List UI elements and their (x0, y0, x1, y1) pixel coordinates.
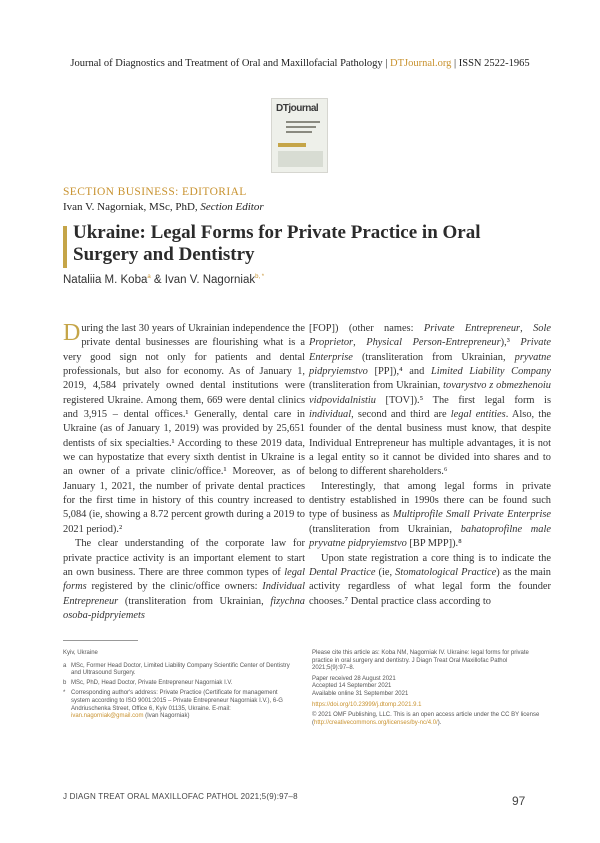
cover-line (286, 121, 320, 123)
footnotes (63, 650, 298, 723)
footnote-mark: * (63, 690, 66, 697)
author-separator: & (150, 274, 165, 286)
drop-cap: D (63, 320, 81, 346)
footnote-mark: a (63, 662, 67, 669)
emphasis: Private Entrepreneur (423, 323, 521, 334)
emphasis: tovarystvo z obmezhenoiu vidpovidalnistiu (309, 380, 551, 406)
emphasis: Sole Proprietor (309, 323, 551, 349)
emphasis: Stomatological Practice (395, 566, 497, 578)
emphasis: legal forms (63, 566, 305, 593)
editor-name: Ivan V. Nagorniak, MSc, PhD, (63, 201, 201, 213)
emphasis: Private Enterprise (309, 337, 551, 363)
author-list (63, 274, 264, 286)
emphasis: pryvatne pidpryiemstvo (309, 351, 551, 378)
license-text: © 2021 OMF Publishing, LLC. This is an open access article under the CC BY license ( (312, 712, 540, 726)
accepted-date: Accepted 14 September 2021 (312, 683, 392, 690)
doi-link[interactable]: https://doi.org/10.23999/j.dtomp.2021.9.1 (312, 701, 422, 708)
text-run: ) as the main activity regardless of what legal form the founder chooses.⁷ Dental practice class according to (309, 566, 551, 607)
body-column-left (63, 322, 305, 623)
emphasis: bahatoprofilne male pryvatne pidpryiemstvo (309, 523, 551, 550)
section-label: SECTION BUSINESS: EDITORIAL (63, 186, 247, 198)
emphasis: Physical Person-Entrepreneur (366, 337, 501, 349)
affiliation-mark: b, * (255, 274, 265, 281)
author-name: Nataliia M. Koba (63, 274, 148, 286)
text-run: ),³ (500, 337, 521, 349)
text-run: registered by the clinic/office owners: (86, 581, 263, 593)
body-column-right (309, 322, 551, 609)
article-title: Ukraine: Legal Forms for Private Practice in Oral Surgery and Dentistry (73, 222, 481, 265)
paragraph (309, 480, 551, 552)
footnote-text: Corresponding author's address: Private Practice (Certificate for management system according to ISO 9001:2015 – Private Entrepreneur Nagorniak I.V.), 6-G Andriuschenka Street, Office 6, Kyiv 01135, Ukraine. E-mail: (71, 690, 283, 712)
footnote-divider (63, 640, 138, 641)
cover-line (286, 126, 316, 128)
emphasis: Individual Entrepreneur (63, 581, 305, 607)
emphasis: legal entities (450, 409, 506, 421)
text-run: [FOP]) (other names: (309, 323, 424, 334)
emphasis: Multiprofile Small Private Enterprise (392, 509, 551, 521)
received-date: Paper received 28 August 2021 (312, 675, 396, 682)
affiliation-city: Kyiv, Ukraine (63, 650, 98, 656)
title-accent-bar (63, 226, 67, 268)
section-editor (63, 201, 264, 213)
license-link[interactable]: http://creativecommons.org/licenses/by-nc/4.0/ (314, 719, 438, 726)
text-run: Interestingly, that among legal forms in private dentistry established in 1990s there can be found such type of business as (309, 480, 551, 521)
text-run: , (520, 323, 534, 334)
author-name: Ivan V. Nagorniak (164, 274, 256, 286)
journal-site-link[interactable]: DTJournal.org (390, 58, 452, 69)
footnote-text: MSc, PhD, Head Doctor, Private Entrepreneur Nagorniak I.V. (71, 680, 233, 687)
license-text: ). (437, 719, 442, 726)
emphasis: Dental Practice (309, 566, 376, 578)
emphasis: individual (309, 409, 352, 421)
footnote-corresponding (63, 690, 298, 720)
text-run: [TOV]).⁵ The first legal form is (375, 394, 551, 406)
journal-header: Journal of Diagnostics and Treatment of Oral and Maxillofacial Pathology | DTJournal.org | ISSN 2522-1965 (70, 58, 530, 69)
footnote-a (63, 663, 298, 678)
emphasis: Limited Liability Company (430, 366, 551, 378)
text-run: The clear understanding of the corporate law for private practice activity is an important element to start an own business. There are three common types of (63, 538, 305, 578)
text-run: Upon state registration a core thing is to indicate the (321, 552, 551, 564)
text-run: (transliteration from Ukrainian, (352, 351, 515, 363)
text-run: [PP]),⁴ and (367, 366, 431, 378)
footnote-mark: b (63, 680, 67, 687)
cover-image (278, 151, 323, 167)
issn: ISSN 2522-1965 (458, 58, 530, 69)
text-run: (transliteration from Ukrainian, (309, 523, 461, 535)
footnote-text: (Ivan Nagorniak) (143, 713, 190, 720)
paragraph (63, 322, 305, 537)
text-run: , (353, 337, 367, 349)
paragraph (63, 537, 305, 623)
email-link[interactable]: ivan.nagorniak@gmail.com (71, 713, 144, 720)
footer-citation: J DIAGN TREAT ORAL MAXILLOFAC PATHOL 2021;5(9):97–8 (63, 792, 298, 801)
cite-as: Please cite this article as: Koba NM, Nagorniak IV. Ukraine: legal forms for private practice in oral surgery and dentistry. J Diagn Treat Oral Maxillofac Pathol 2021;5(9):97–8. (312, 650, 529, 672)
journal-cover-thumbnail (271, 98, 328, 173)
text-run: [BP MPP]).⁸ (406, 538, 462, 550)
cover-accent-bar (278, 143, 306, 147)
cover-logo: DTjournal (276, 103, 319, 114)
license (312, 712, 540, 727)
online-date: Available online 31 September 2021 (312, 690, 409, 697)
journal-name: Journal of Diagnostics and Treatment of Oral and Maxillofacial Pathology (70, 58, 383, 69)
footnote-b (63, 680, 298, 688)
text-run: , second and third are (351, 409, 451, 421)
paragraph-text: uring the last 30 years of Ukrainian independence the private dental businesses are flourishing what is a very good sign not only for patients and dental professionals, but also for economy. As of January 1, 2019, 4,584 privately owned dental institutions were registered Ukraine. Among them, 669 were dental clinics and 3,915 – dental offices.¹ Generally, dental care in Ukraine (as of January 1, 2019) was provided by 25,651 dentists of six specialties.¹ According to these 2019 data, we can hypostatize that every sixth dentist in Ukraine is an owner of a private clinic/office.¹ Moreover, as of January 1, 2021, the number of private dental practices for the first time in history of this country increased to 5,084 (ie, showing a 8.72 percent growth during a 2019 to 2021 period).² (63, 323, 305, 535)
paragraph (309, 552, 551, 609)
text-run: (transliteration from Ukrainian, (309, 380, 444, 392)
page-number: 97 (512, 794, 526, 808)
text-run: (ie, (375, 566, 396, 578)
text-run: (transliteration from Ukrainian, (118, 595, 271, 607)
footnote-text: MSc, Former Head Doctor, Limited Liability Company Scientific Center of Dentistry and Ultrasound Surgery. (71, 662, 290, 677)
emphasis: fizychna osoba-pidpryiemets (63, 595, 305, 621)
affiliation-mark: a (147, 274, 151, 281)
editor-role: Section Editor (200, 201, 264, 213)
article-meta (312, 650, 540, 727)
text-run: . Also, the founder of the dental business must know, that despite Individual Entrepreneur has multiple advantages, it is not a legal entity so it cannot be divided into shares and to belong to different shareholders.⁶ (309, 409, 551, 478)
cover-line (286, 131, 312, 133)
paragraph (309, 322, 551, 480)
